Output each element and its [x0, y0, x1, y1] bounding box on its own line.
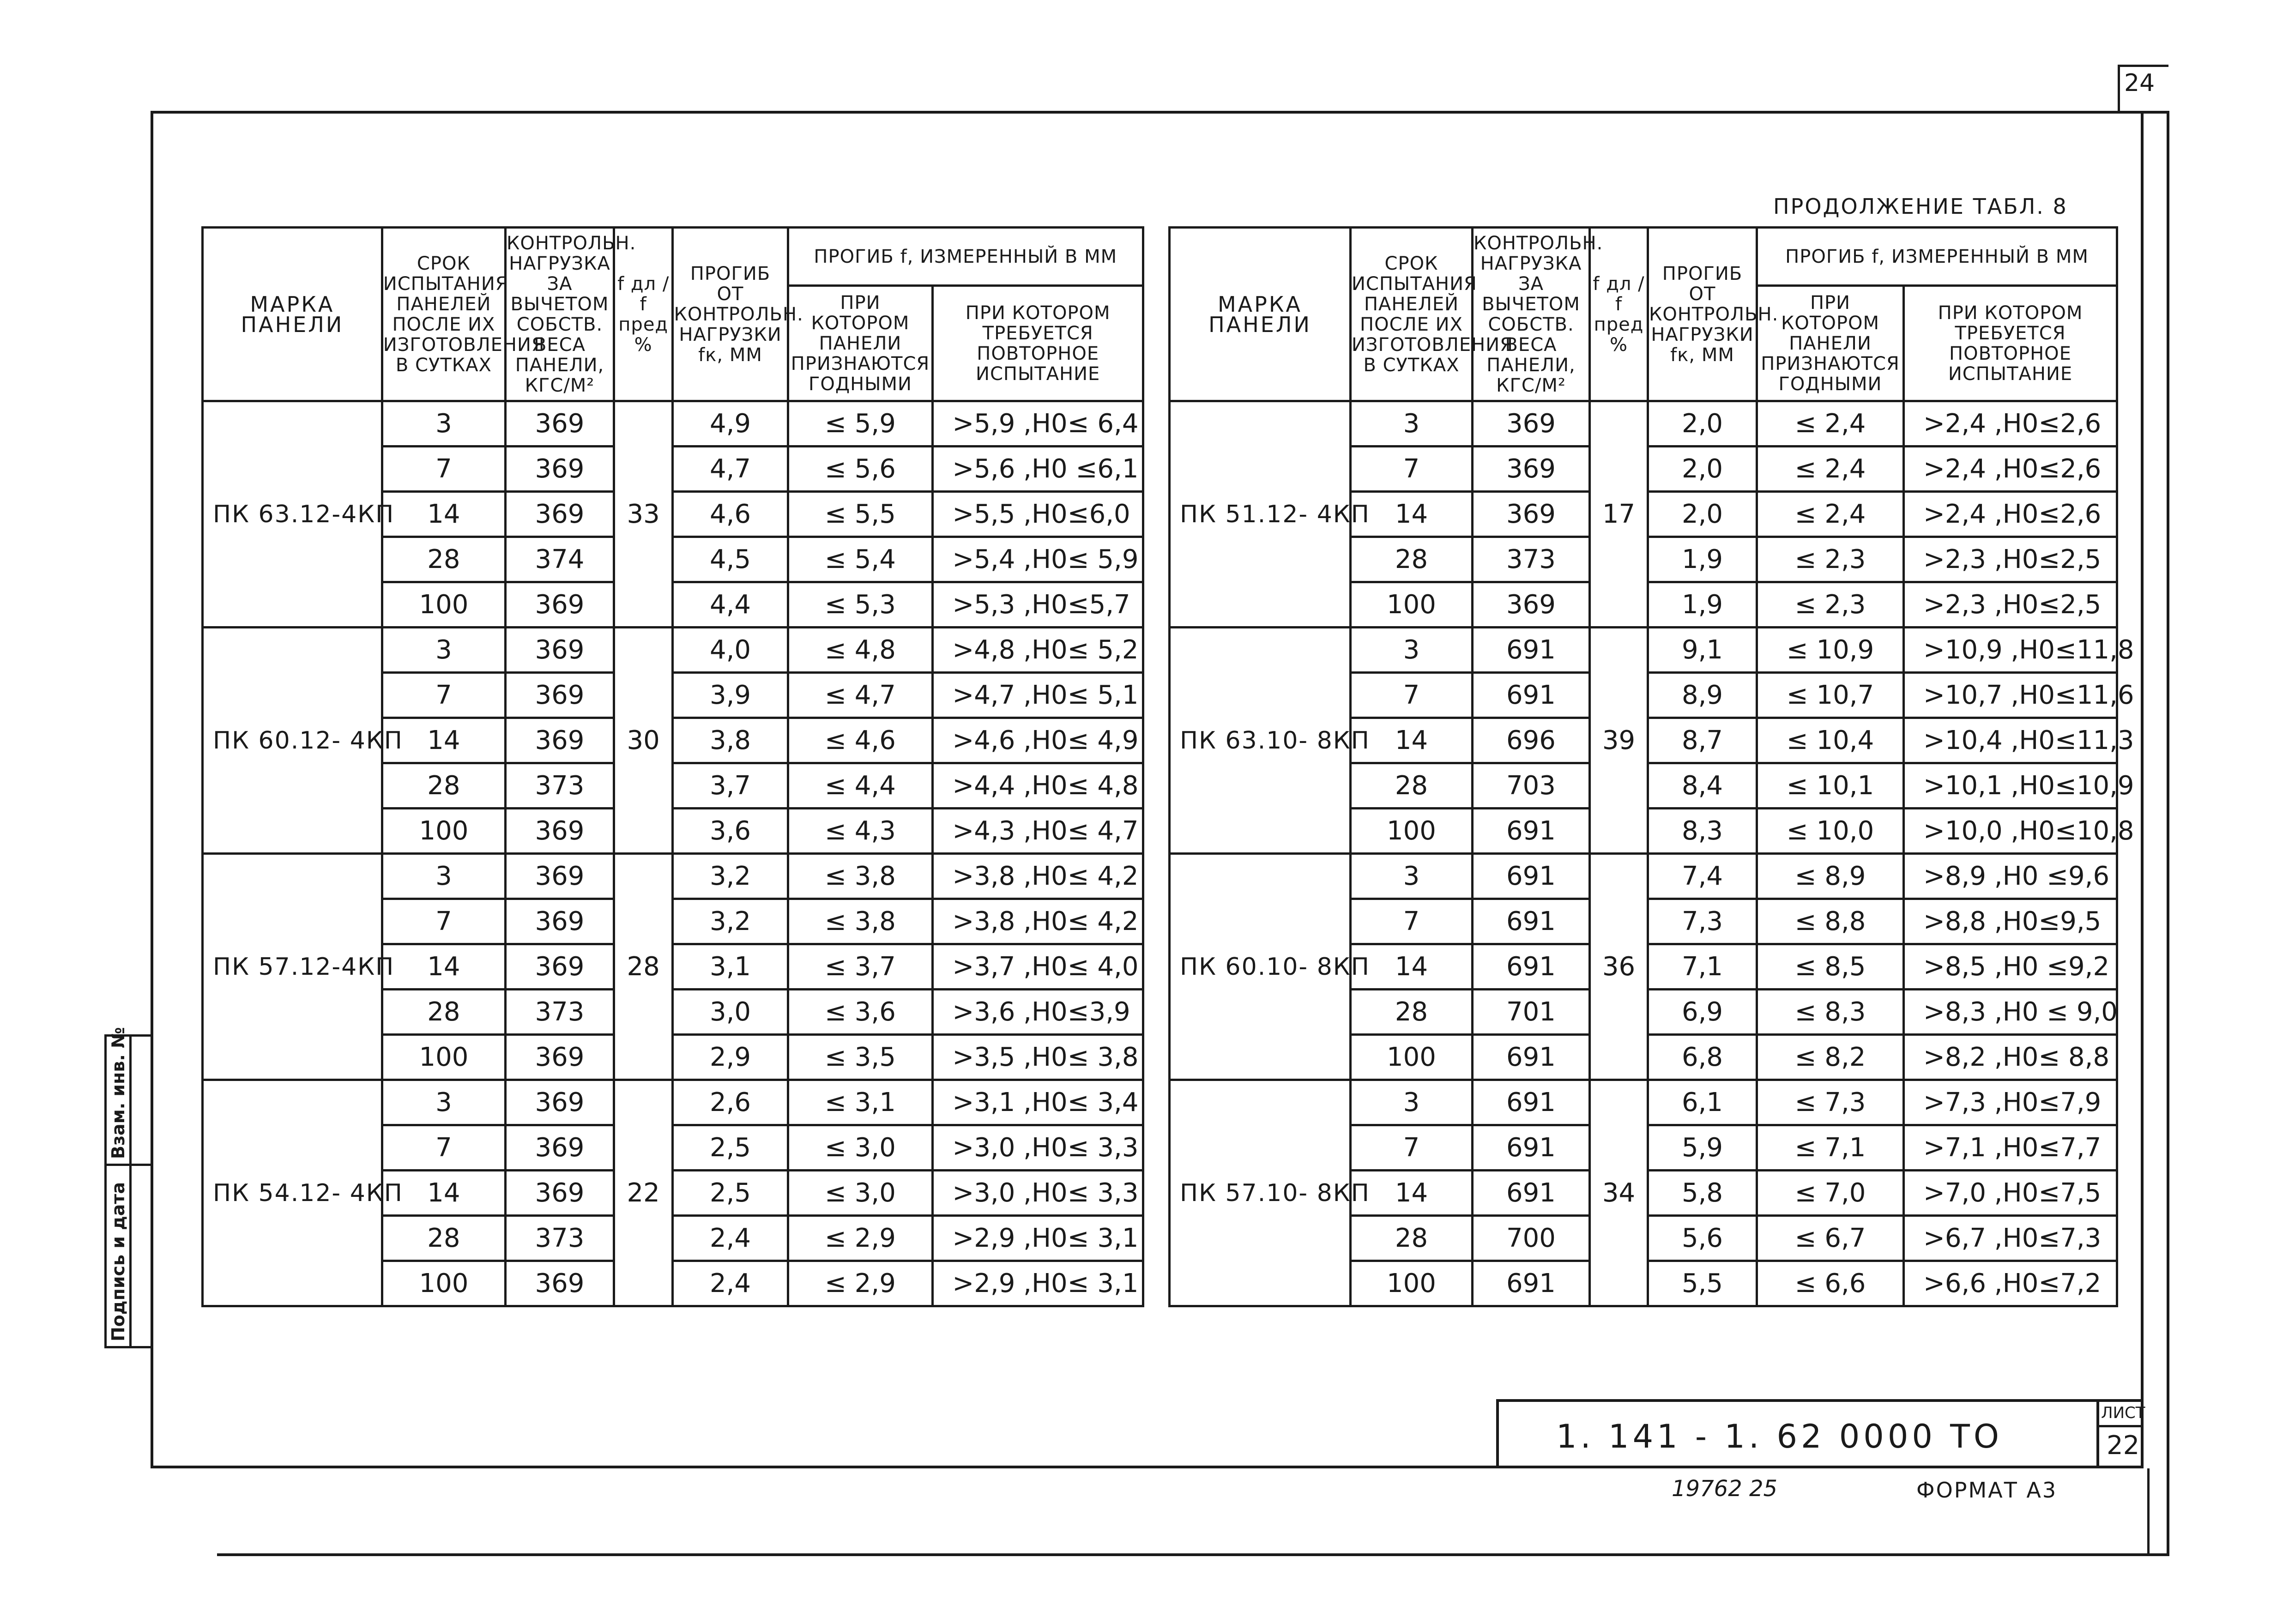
cell-load: 691 [1473, 628, 1590, 673]
cell-load: 696 [1473, 718, 1590, 763]
cell-days: 100 [1351, 809, 1473, 854]
cell-load: 369 [506, 401, 614, 447]
cell-deflection: 4,6 [673, 492, 788, 537]
cell-retest: >8,8 ,Н0≤9,5 [1904, 899, 2117, 944]
header-measured: ПРОГИБ f, ИЗМЕРЕННЫЙ В ММ [788, 228, 1143, 286]
cell-retest: >5,4 ,Н0≤ 5,9 [933, 537, 1143, 582]
cell-deflection: 4,9 [673, 401, 788, 447]
cell-accepted: ≤ 2,3 [1757, 582, 1904, 628]
cell-load: 691 [1473, 1171, 1590, 1216]
cell-load: 369 [1473, 582, 1590, 628]
cell-days: 28 [382, 1216, 505, 1261]
cell-retest: >5,3 ,Н0≤5,7 [933, 582, 1143, 628]
cell-load: 369 [506, 582, 614, 628]
cell-accepted: ≤ 7,0 [1757, 1171, 1904, 1216]
cell-load: 691 [1473, 1035, 1590, 1080]
cell-days: 3 [382, 1080, 505, 1125]
cell-deflection: 3,7 [673, 763, 788, 809]
cell-retest: >3,5 ,Н0≤ 3,8 [933, 1035, 1143, 1080]
cell-deflection: 2,4 [673, 1216, 788, 1261]
cell-accepted: ≤ 10,9 [1757, 628, 1904, 673]
cell-load: 369 [1473, 447, 1590, 492]
cell-deflection: 3,2 [673, 899, 788, 944]
cell-accepted: ≤ 3,8 [788, 899, 933, 944]
cell-days: 28 [382, 990, 505, 1035]
cell-load: 691 [1473, 1080, 1590, 1125]
cell-load: 691 [1473, 1125, 1590, 1171]
cell-ratio: 17 [1590, 401, 1648, 628]
cell-load: 369 [506, 1125, 614, 1171]
cell-days: 14 [382, 1171, 505, 1216]
panel-mark: ПК 57.12-4КП [203, 854, 382, 1080]
cell-deflection: 2,6 [673, 1080, 788, 1125]
sheet-number: 22 [2107, 1431, 2140, 1461]
cell-days: 14 [382, 492, 505, 537]
cell-load: 691 [1473, 809, 1590, 854]
cell-deflection: 3,6 [673, 809, 788, 854]
cell-accepted: ≤ 2,4 [1757, 447, 1904, 492]
cell-retest: >10,4 ,Н0≤11,3 [1904, 718, 2117, 763]
cell-deflection: 7,3 [1648, 899, 1757, 944]
cell-ratio: 28 [614, 854, 673, 1080]
cell-ratio: 34 [1590, 1080, 1648, 1306]
frame-right [2141, 111, 2144, 1468]
cell-accepted: ≤ 5,6 [788, 447, 933, 492]
cell-deflection: 1,9 [1648, 582, 1757, 628]
cell-deflection: 2,5 [673, 1171, 788, 1216]
cell-deflection: 7,4 [1648, 854, 1757, 899]
sheet-label: ЛИСТ [2101, 1404, 2145, 1422]
cell-accepted: ≤ 3,0 [788, 1125, 933, 1171]
cell-days: 14 [1351, 1171, 1473, 1216]
cell-accepted: ≤ 5,3 [788, 582, 933, 628]
cell-retest: >2,4 ,Н0≤2,6 [1904, 401, 2117, 447]
cell-load: 691 [1473, 854, 1590, 899]
corner-page-number: 24 [2124, 69, 2155, 97]
panel-mark: ПК 63.12-4КП [203, 401, 382, 628]
frame-top [151, 111, 2168, 114]
cell-deflection: 5,8 [1648, 1171, 1757, 1216]
cell-load: 691 [1473, 1261, 1590, 1306]
cell-load: 374 [506, 537, 614, 582]
cell-days: 28 [1351, 537, 1473, 582]
cell-accepted: ≤ 4,3 [788, 809, 933, 854]
cell-accepted: ≤ 7,1 [1757, 1125, 1904, 1171]
cell-retest: >10,1 ,Н0≤10,9 [1904, 763, 2117, 809]
cell-deflection: 8,3 [1648, 809, 1757, 854]
cell-accepted: ≤ 5,9 [788, 401, 933, 447]
header-deflection: ПРОГИБ ОТ КОНТРОЛЬН. НАГРУЗКИ fк, ММ [1648, 228, 1757, 401]
cell-days: 7 [382, 1125, 505, 1171]
cell-deflection: 3,9 [673, 673, 788, 718]
cell-days: 100 [1351, 1035, 1473, 1080]
cell-deflection: 7,1 [1648, 944, 1757, 990]
cell-days: 7 [382, 447, 505, 492]
cell-accepted: ≤ 8,9 [1757, 854, 1904, 899]
side-label-replacement: Взам. инв. № [108, 1027, 128, 1159]
stamp-sheet-divider [2096, 1425, 2144, 1427]
cell-accepted: ≤ 3,7 [788, 944, 933, 990]
cell-retest: >7,1 ,Н0≤7,7 [1904, 1125, 2117, 1171]
header-term: СРОК ИСПЫТАНИЯ ПАНЕЛЕЙ ПОСЛЕ ИХ ИЗГОТОВЛЕНИЯ В СУТКАХ [1351, 228, 1473, 401]
paper-format: ФОРМАТ А3 [1916, 1478, 2058, 1503]
left-table [201, 226, 1144, 1307]
cell-days: 7 [1351, 1125, 1473, 1171]
header-ratio: f дл / f пред % [1590, 228, 1648, 401]
cell-accepted: ≤ 10,0 [1757, 809, 1904, 854]
cell-days: 14 [382, 944, 505, 990]
cell-load: 369 [506, 854, 614, 899]
panel-mark: ПК 51.12- 4КП [1170, 401, 1351, 628]
stamp-left [1496, 1399, 1499, 1468]
cell-deflection: 8,7 [1648, 718, 1757, 763]
cell-retest: >3,7 ,Н0≤ 4,0 [933, 944, 1143, 990]
cell-ratio: 39 [1590, 628, 1648, 854]
cell-accepted: ≤ 3,0 [788, 1171, 933, 1216]
cell-ratio: 22 [614, 1080, 673, 1306]
inventory-number: 19762 25 [1672, 1476, 1778, 1502]
cell-retest: >3,0 ,Н0≤ 3,3 [933, 1125, 1143, 1171]
cell-accepted: ≤ 8,3 [1757, 990, 1904, 1035]
header-deflection: ПРОГИБ ОТ КОНТРОЛЬН. НАГРУЗКИ fк, ММ [673, 228, 788, 401]
header-retest: ПРИ КОТОРОМ ТРЕБУЕТСЯ ПОВТОРНОЕ ИСПЫТАНИЕ [1904, 286, 2117, 401]
right-table [1168, 226, 2134, 1307]
cell-days: 28 [382, 537, 505, 582]
cell-deflection: 2,0 [1648, 492, 1757, 537]
cell-accepted: ≤ 3,8 [788, 854, 933, 899]
frame-left [151, 111, 153, 1468]
cell-days: 14 [1351, 492, 1473, 537]
cell-days: 7 [382, 673, 505, 718]
cell-accepted: ≤ 8,8 [1757, 899, 1904, 944]
cell-load: 373 [506, 1216, 614, 1261]
cell-retest: >2,3 ,Н0≤2,5 [1904, 582, 2117, 628]
cell-accepted: ≤ 6,7 [1757, 1216, 1904, 1261]
cell-deflection: 8,9 [1648, 673, 1757, 718]
cell-retest: >4,4 ,Н0≤ 4,8 [933, 763, 1143, 809]
cell-deflection: 5,5 [1648, 1261, 1757, 1306]
side-stamp-mid [104, 1164, 151, 1166]
cell-deflection: 4,0 [673, 628, 788, 673]
cell-accepted: ≤ 3,6 [788, 990, 933, 1035]
cell-days: 100 [1351, 1261, 1473, 1306]
cell-deflection: 3,1 [673, 944, 788, 990]
cell-retest: >7,3 ,Н0≤7,9 [1904, 1080, 2117, 1125]
cell-days: 100 [382, 809, 505, 854]
cell-days: 100 [382, 582, 505, 628]
cell-days: 7 [382, 899, 505, 944]
panel-mark: ПК 63.10- 8КП [1170, 628, 1351, 854]
cell-retest: >5,5 ,Н0≤6,0 [933, 492, 1143, 537]
cell-load: 369 [1473, 492, 1590, 537]
side-stamp-bottom [104, 1346, 151, 1348]
cell-deflection: 1,9 [1648, 537, 1757, 582]
cell-accepted: ≤ 2,3 [1757, 537, 1904, 582]
cell-days: 3 [382, 401, 505, 447]
cell-days: 7 [1351, 899, 1473, 944]
cell-days: 3 [1351, 854, 1473, 899]
frame-bottom-outer [217, 1553, 2169, 1556]
cell-load: 691 [1473, 944, 1590, 990]
panel-mark: ПК 54.12- 4КП [203, 1080, 382, 1306]
cell-accepted: ≤ 4,6 [788, 718, 933, 763]
cell-days: 3 [382, 854, 505, 899]
cell-retest: >10,9 ,Н0≤11,8 [1904, 628, 2117, 673]
cell-load: 373 [506, 763, 614, 809]
cell-retest: >2,3 ,Н0≤2,5 [1904, 537, 2117, 582]
cell-load: 703 [1473, 763, 1590, 809]
cell-load: 369 [506, 1080, 614, 1125]
cell-deflection: 8,4 [1648, 763, 1757, 809]
cell-retest: >8,2 ,Н0≤ 8,8 [1904, 1035, 2117, 1080]
header-accepted: ПРИ КОТОРОМ ПАНЕЛИ ПРИЗНАЮТСЯ ГОДНЫМИ [788, 286, 933, 401]
cell-deflection: 2,5 [673, 1125, 788, 1171]
cell-days: 3 [1351, 628, 1473, 673]
cell-load: 369 [506, 944, 614, 990]
cell-deflection: 2,0 [1648, 447, 1757, 492]
cell-days: 3 [1351, 401, 1473, 447]
cell-ratio: 30 [614, 628, 673, 854]
cell-retest: >8,5 ,Н0 ≤9,2 [1904, 944, 2117, 990]
cell-days: 7 [1351, 673, 1473, 718]
cell-load: 691 [1473, 673, 1590, 718]
cell-retest: >2,9 ,Н0≤ 3,1 [933, 1216, 1143, 1261]
cell-retest: >2,4 ,Н0≤2,6 [1904, 492, 2117, 537]
cell-retest: >4,7 ,Н0≤ 5,1 [933, 673, 1143, 718]
cell-days: 100 [1351, 582, 1473, 628]
cell-accepted: ≤ 8,2 [1757, 1035, 1904, 1080]
cell-retest: >10,0 ,Н0≤10,8 [1904, 809, 2117, 854]
cell-retest: >7,0 ,Н0≤7,5 [1904, 1171, 2117, 1216]
table-caption: ПРОДОЛЖЕНИЕ ТАБЛ. 8 [1773, 194, 2068, 219]
document-code: 1. 141 - 1. 62 0000 ТО [1556, 1418, 2003, 1455]
cell-deflection: 5,6 [1648, 1216, 1757, 1261]
cell-accepted: ≤ 2,9 [788, 1216, 933, 1261]
cell-load: 373 [506, 990, 614, 1035]
cell-accepted: ≤ 10,7 [1757, 673, 1904, 718]
cell-accepted: ≤ 5,5 [788, 492, 933, 537]
cell-deflection: 3,2 [673, 854, 788, 899]
cell-load: 369 [506, 718, 614, 763]
cell-deflection: 3,0 [673, 990, 788, 1035]
cell-retest: >6,7 ,Н0≤7,3 [1904, 1216, 2117, 1261]
frame-right-outer [2167, 111, 2169, 1556]
header-load: КОНТРОЛЬН. НАГРУЗКА ЗА ВЫЧЕТОМ СОБСТВ. ВЕСА ПАНЕЛИ, КГС/М² [1473, 228, 1590, 401]
header-retest: ПРИ КОТОРОМ ТРЕБУЕТСЯ ПОВТОРНОЕ ИСПЫТАНИЕ [933, 286, 1143, 401]
cell-accepted: ≤ 2,9 [788, 1261, 933, 1306]
cell-retest: >4,6 ,Н0≤ 4,9 [933, 718, 1143, 763]
cell-accepted: ≤ 6,6 [1757, 1261, 1904, 1306]
cell-accepted: ≤ 7,3 [1757, 1080, 1904, 1125]
cell-accepted: ≤ 4,4 [788, 763, 933, 809]
cell-accepted: ≤ 3,1 [788, 1080, 933, 1125]
cell-deflection: 2,9 [673, 1035, 788, 1080]
cell-accepted: ≤ 2,4 [1757, 401, 1904, 447]
cell-load: 369 [506, 1171, 614, 1216]
cell-load: 369 [506, 492, 614, 537]
cell-retest: >5,9 ,Н0≤ 6,4 [933, 401, 1143, 447]
cell-days: 28 [1351, 1216, 1473, 1261]
cell-load: 700 [1473, 1216, 1590, 1261]
cell-accepted: ≤ 8,5 [1757, 944, 1904, 990]
stamp-top [1496, 1399, 2144, 1402]
cell-retest: >2,4 ,Н0≤2,6 [1904, 447, 2117, 492]
cell-days: 100 [382, 1261, 505, 1306]
header-measured: ПРОГИБ f, ИЗМЕРЕННЫЙ В ММ [1757, 228, 2117, 286]
cell-accepted: ≤ 10,4 [1757, 718, 1904, 763]
cell-deflection: 2,4 [673, 1261, 788, 1306]
cell-days: 28 [1351, 763, 1473, 809]
header-term: СРОК ИСПЫТАНИЯ ПАНЕЛЕЙ ПОСЛЕ ИХ ИЗГОТОВЛЕНИЯ В СУТКАХ [382, 228, 505, 401]
cell-accepted: ≤ 3,5 [788, 1035, 933, 1080]
cell-accepted: ≤ 10,1 [1757, 763, 1904, 809]
cell-deflection: 2,0 [1648, 401, 1757, 447]
cell-deflection: 4,7 [673, 447, 788, 492]
cell-accepted: ≤ 2,4 [1757, 492, 1904, 537]
cell-load: 369 [506, 628, 614, 673]
cell-retest: >10,7 ,Н0≤11,6 [1904, 673, 2117, 718]
cell-deflection: 9,1 [1648, 628, 1757, 673]
corner-box-left [2118, 65, 2120, 113]
cell-deflection: 3,8 [673, 718, 788, 763]
cell-retest: >3,6 ,Н0≤3,9 [933, 990, 1143, 1035]
cell-deflection: 5,9 [1648, 1125, 1757, 1171]
cell-load: 369 [506, 1261, 614, 1306]
header-load: КОНТРОЛЬН. НАГРУЗКА ЗА ВЫЧЕТОМ СОБСТВ. ВЕСА ПАНЕЛИ, КГС/М² [506, 228, 614, 401]
cell-retest: >4,8 ,Н0≤ 5,2 [933, 628, 1143, 673]
cell-days: 3 [1351, 1080, 1473, 1125]
header-accepted: ПРИ КОТОРОМ ПАНЕЛИ ПРИЗНАЮТСЯ ГОДНЫМИ [1757, 286, 1904, 401]
cell-load: 369 [506, 447, 614, 492]
cell-retest: >8,9 ,Н0 ≤9,6 [1904, 854, 2117, 899]
cell-accepted: ≤ 4,8 [788, 628, 933, 673]
side-label-signature: Подпись и дата [108, 1182, 128, 1341]
panel-mark: ПК 57.10- 8КП [1170, 1080, 1351, 1306]
cell-retest: >3,1 ,Н0≤ 3,4 [933, 1080, 1143, 1125]
cell-deflection: 6,8 [1648, 1035, 1757, 1080]
header-mark: МАРКА ПАНЕЛИ [1170, 228, 1351, 401]
cell-ratio: 33 [614, 401, 673, 628]
side-stamp-inner [129, 1034, 132, 1348]
cell-ratio: 36 [1590, 854, 1648, 1080]
cell-load: 373 [1473, 537, 1590, 582]
frame-bottom [151, 1466, 2141, 1468]
cell-deflection: 6,1 [1648, 1080, 1757, 1125]
cell-accepted: ≤ 4,7 [788, 673, 933, 718]
panel-mark: ПК 60.12- 4КП [203, 628, 382, 854]
cell-days: 14 [1351, 944, 1473, 990]
frame-right-ext [2147, 1468, 2150, 1556]
header-ratio: f дл / f пред % [614, 228, 673, 401]
cell-retest: >4,3 ,Н0≤ 4,7 [933, 809, 1143, 854]
header-mark: МАРКА ПАНЕЛИ [203, 228, 382, 401]
cell-deflection: 6,9 [1648, 990, 1757, 1035]
cell-retest: >2,9 ,Н0≤ 3,1 [933, 1261, 1143, 1306]
cell-days: 7 [1351, 447, 1473, 492]
cell-deflection: 4,5 [673, 537, 788, 582]
side-stamp-outer [104, 1034, 107, 1348]
cell-retest: >8,3 ,Н0 ≤ 9,0 [1904, 990, 2117, 1035]
cell-days: 14 [1351, 718, 1473, 763]
cell-load: 691 [1473, 899, 1590, 944]
cell-load: 701 [1473, 990, 1590, 1035]
cell-retest: >5,6 ,Н0 ≤6,1 [933, 447, 1143, 492]
cell-retest: >6,6 ,Н0≤7,2 [1904, 1261, 2117, 1306]
panel-mark: ПК 60.10- 8КП [1170, 854, 1351, 1080]
cell-retest: >3,0 ,Н0≤ 3,3 [933, 1171, 1143, 1216]
cell-deflection: 4,4 [673, 582, 788, 628]
cell-days: 28 [1351, 990, 1473, 1035]
cell-days: 3 [382, 628, 505, 673]
cell-load: 369 [1473, 401, 1590, 447]
cell-retest: >3,8 ,Н0≤ 4,2 [933, 899, 1143, 944]
stamp-divider [2096, 1399, 2099, 1468]
cell-accepted: ≤ 5,4 [788, 537, 933, 582]
cell-days: 14 [382, 718, 505, 763]
cell-days: 28 [382, 763, 505, 809]
cell-load: 369 [506, 809, 614, 854]
corner-box-top [2118, 65, 2168, 67]
cell-load: 369 [506, 899, 614, 944]
cell-load: 369 [506, 1035, 614, 1080]
cell-days: 100 [382, 1035, 505, 1080]
cell-retest: >3,8 ,Н0≤ 4,2 [933, 854, 1143, 899]
cell-load: 369 [506, 673, 614, 718]
